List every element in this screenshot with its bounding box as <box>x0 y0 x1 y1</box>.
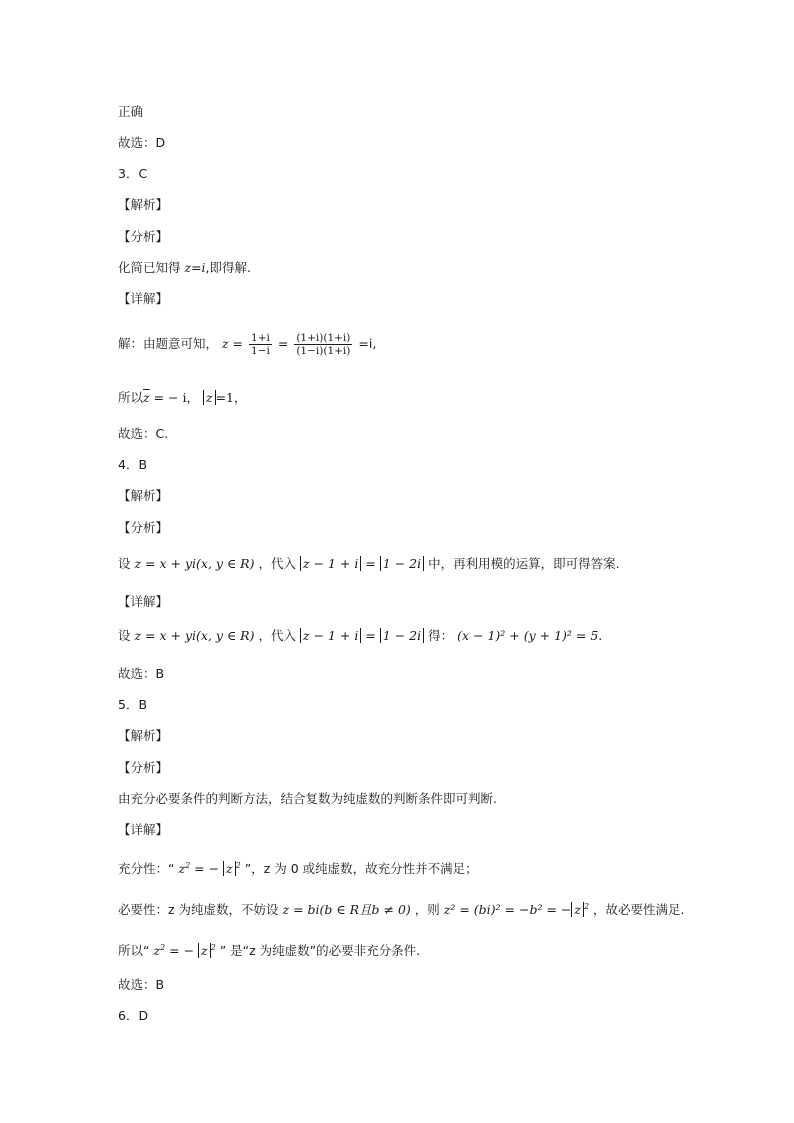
denominator: (1−i)(1+i) <box>296 345 351 357</box>
section-heading: 【分析】 <box>118 520 169 535</box>
text-line <box>118 330 376 358</box>
section-heading: 【解析】 <box>118 197 169 212</box>
question-number: 4．B <box>118 457 148 472</box>
text: ，代入 <box>258 556 296 571</box>
math <box>198 943 216 958</box>
math: 1 − 2i <box>380 628 424 643</box>
math: $\overline{z}$ <box>143 390 150 405</box>
section-heading: 【分析】 <box>118 760 169 775</box>
answer-line: 故选：B <box>118 666 165 681</box>
question-number: 6．D <box>118 1008 149 1023</box>
text: 解：由题意可知， <box>118 336 219 351</box>
math: = <box>365 628 376 643</box>
math: z = bi(b ∈ R且b ≠ 0) <box>282 902 411 918</box>
text-line <box>118 556 620 572</box>
math: = <box>277 336 289 351</box>
answer-line: 故选：C. <box>118 426 169 441</box>
section-heading: 【解析】 <box>118 488 169 503</box>
text: ，代入 <box>258 628 296 643</box>
math: =1， <box>215 390 247 405</box>
denominator: 1−i <box>251 345 270 357</box>
text-line: 正确 <box>118 104 144 119</box>
var: z <box>198 943 211 958</box>
exponent: 2 <box>583 902 590 911</box>
math <box>153 943 165 958</box>
text-line <box>118 858 478 877</box>
numerator: (1+i)(1+i) <box>296 332 351 344</box>
math: = <box>365 556 376 571</box>
text: 得： <box>428 628 454 643</box>
math: z = x + yi(x, y ∈ R) <box>134 628 255 643</box>
math: 1 − 2i <box>380 556 424 571</box>
text: ，故必要性满足. <box>593 902 685 918</box>
text: 设 <box>118 556 131 571</box>
fraction <box>294 332 352 357</box>
math: z = x + yi(x, y ∈ R) <box>134 556 255 571</box>
text: ，则 <box>414 902 440 918</box>
question-number: 3．C <box>118 166 148 181</box>
text: 所以 <box>118 390 144 405</box>
section-heading: 【解析】 <box>118 728 169 743</box>
text-line <box>118 899 685 918</box>
text: 中，再利用模的运算，即可得答案. <box>428 556 620 571</box>
math: = − <box>194 861 220 877</box>
section-heading: 【分析】 <box>118 229 169 244</box>
math: z − 1 + i <box>300 628 361 643</box>
text-line <box>118 390 247 406</box>
text: 化简已知得 <box>118 260 185 275</box>
math <box>223 861 241 876</box>
section-heading: 【详解】 <box>118 594 169 609</box>
math: z=i <box>184 260 206 275</box>
text: =i, <box>358 336 377 351</box>
exponent: 2 <box>210 943 216 952</box>
text-line: 由充分必要条件的判断方法，结合复数为纯虚数的判断条件即可判断. <box>118 791 497 806</box>
section-heading: 【详解】 <box>118 822 169 837</box>
math <box>571 902 589 917</box>
answer-line: 故选：D <box>118 135 166 150</box>
answer-line: 故选：B <box>118 977 165 992</box>
text: ”，z 为 0 或纯虚数，故充分性并不满足； <box>244 861 478 877</box>
var: z <box>571 902 584 917</box>
var: z <box>223 861 236 876</box>
math: = − i， <box>153 390 199 405</box>
var: z <box>178 861 186 877</box>
math: z² = (bi)² = −b² = − <box>443 902 572 918</box>
text: ,即得解. <box>205 260 251 275</box>
exponent: 2 <box>235 861 241 870</box>
math: = − <box>169 943 195 959</box>
math: z − 1 + i <box>300 556 361 571</box>
text-line <box>118 940 420 959</box>
text: 所以“ <box>118 943 150 959</box>
math <box>178 861 190 876</box>
var: z <box>153 943 161 959</box>
text-line <box>118 628 602 644</box>
text-line <box>118 260 251 276</box>
text: . <box>598 628 603 643</box>
text: 设 <box>118 628 131 643</box>
exponent: 2 <box>185 861 191 870</box>
numerator: 1+i <box>251 332 270 344</box>
question-number: 5．B <box>118 697 148 712</box>
text: ” 是“z 为纯虚数”的必要非充分条件. <box>219 943 421 959</box>
math: z = <box>222 336 244 351</box>
exponent: 2 <box>160 943 166 952</box>
math: z <box>203 390 216 405</box>
text: 必要性：z 为纯虚数，不妨设 <box>118 902 279 918</box>
fraction <box>249 332 272 357</box>
math: (x − 1)² + (y + 1)² = 5 <box>457 628 599 643</box>
text: 充分性：“ <box>118 861 175 877</box>
section-heading: 【详解】 <box>118 291 169 306</box>
